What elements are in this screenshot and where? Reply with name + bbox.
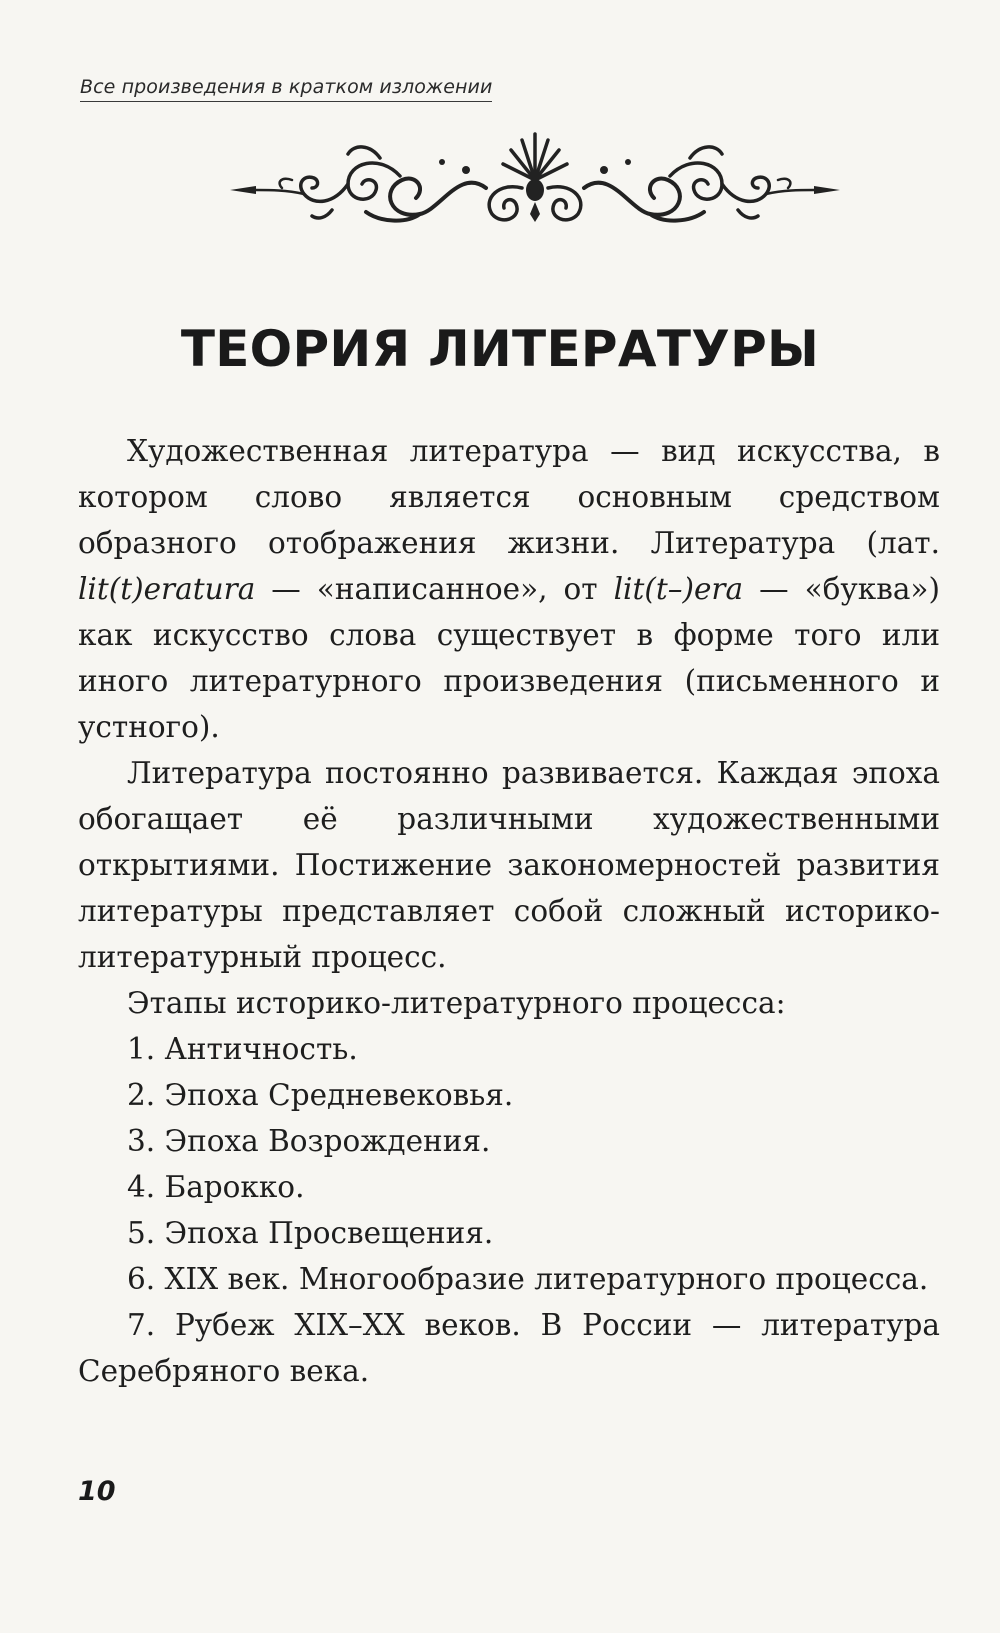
running-head: Все произведения в кратком изложении	[80, 76, 492, 102]
stage-item: 4. Барокко.	[127, 1170, 305, 1204]
stage-item: 1. Античность.	[127, 1032, 358, 1066]
stage-item: 2. Эпоха Средневековья.	[127, 1078, 514, 1112]
page-title: ТЕОРИЯ ЛИТЕРАТУРЫ	[180, 320, 820, 378]
stage-item: 5. Эпоха Просвещения.	[127, 1216, 494, 1250]
stage-item: 7. Рубеж XIX–XX веков. В России — литература Серебряного века.	[78, 1308, 940, 1388]
page-number: 10	[78, 1476, 116, 1507]
decorative-flourish-icon	[230, 118, 840, 230]
stage-item: 3. Эпоха Возрождения.	[127, 1124, 491, 1158]
paragraph-development: Литература постоянно развивается. Каждая эпоха обогащает её различными художественными открытиями. Постижение закономерностей развития литературы представляет собой сложный историко-литературный процесс.	[78, 756, 940, 974]
stage-item: 6. XIX век. Многообразие литературного процесса.	[127, 1262, 929, 1296]
stages-intro: Этапы историко-литературного процесса:	[127, 986, 786, 1020]
paragraph-definition: Художественная литература — вид искусства, в котором слово является основным средством образного отображения жизни. Литература (лат. lit(t)eratura — «написанное», от lit(t–)era — «буква») как искусство слова существует в форме того или иного литературного произведения (письменного и устного).	[78, 434, 940, 744]
body-text	[78, 428, 940, 1394]
